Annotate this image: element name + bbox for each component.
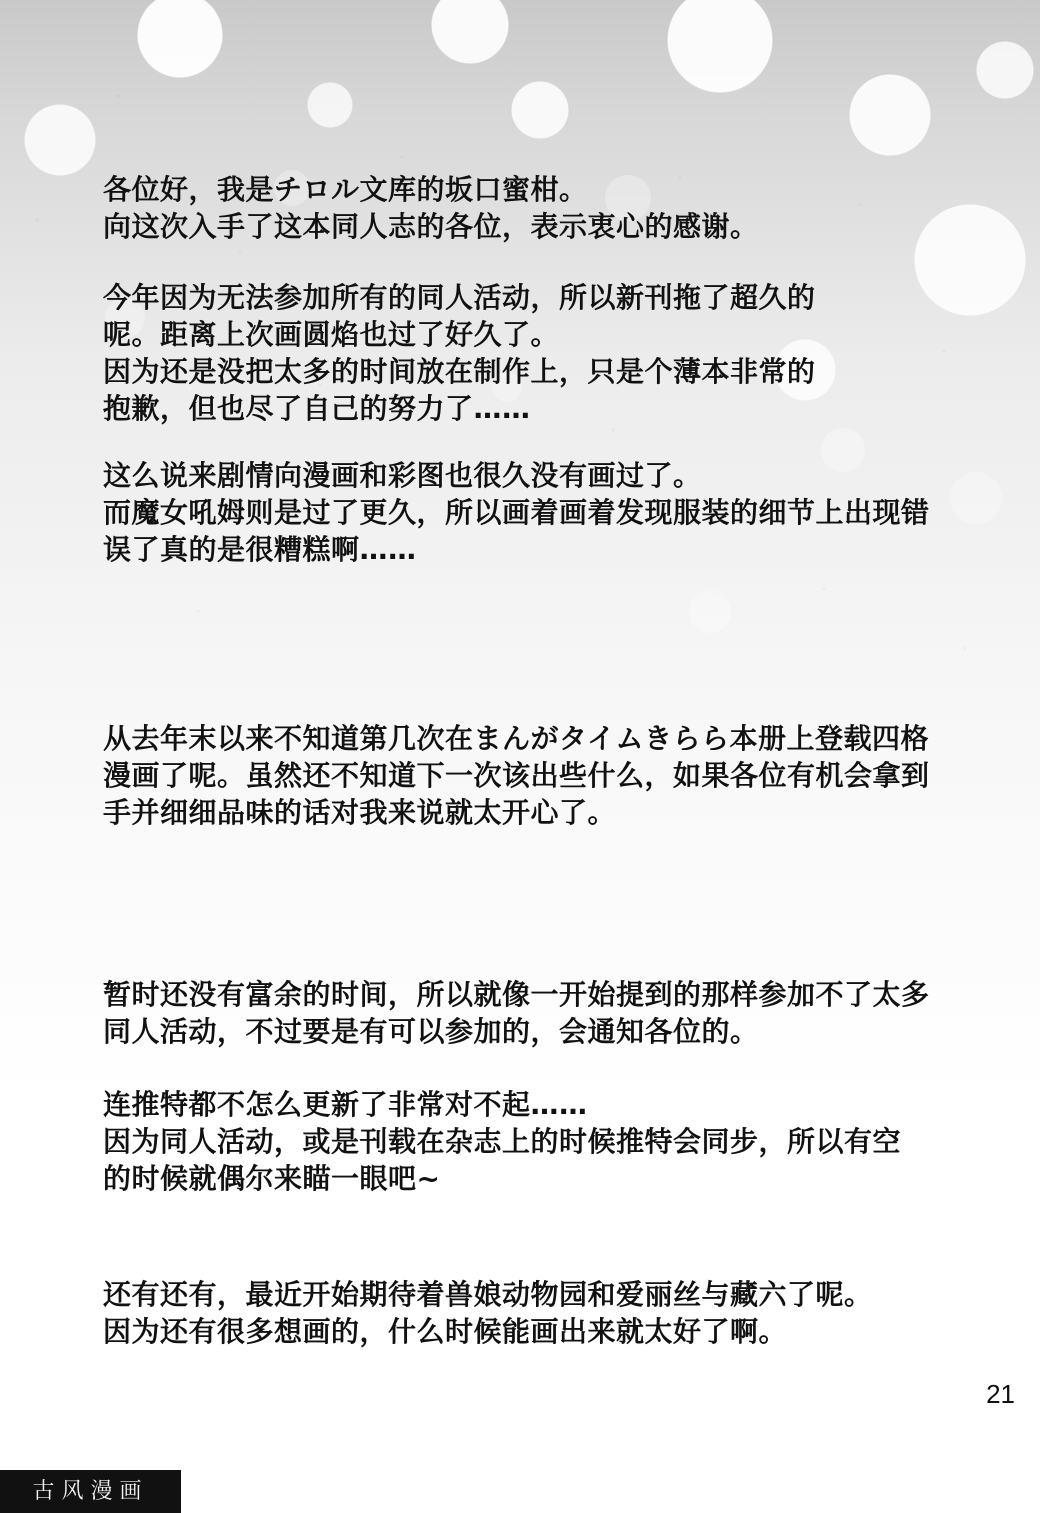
text-line: 因为还是没把太多的时间放在制作上，只是个薄本非常的 bbox=[103, 355, 816, 388]
text-line: 同人活动，不过要是有可以参加的，会通知各位的。 bbox=[103, 1015, 759, 1048]
text-line: 因为同人活动，或是刊载在杂志上的时候推特会同步，所以有空 bbox=[103, 1125, 902, 1158]
page-number: 21 bbox=[986, 1379, 1015, 1409]
paragraph-manga-and-illustration bbox=[103, 457, 930, 568]
text-line: 而魔女吼姆则是过了更久，所以画着画着发现服装的细节上出现错 bbox=[103, 496, 930, 529]
paragraph-greeting bbox=[103, 171, 759, 245]
watermark-label: 古风漫画 bbox=[0, 1470, 181, 1513]
text-line: 向这次入手了这本同人志的各位，表示衷心的感谢。 bbox=[103, 210, 759, 243]
text-line: 还有还有，最近开始期待着兽娘动物园和爱丽丝与藏六了呢。 bbox=[103, 1278, 873, 1311]
text-line: 因为还有很多想画的，什么时候能画出来就太好了啊。 bbox=[103, 1315, 788, 1348]
text-line: 今年因为无法参加所有的同人活动，所以新刊拖了超久的 bbox=[103, 281, 816, 314]
text-line: 这么说来剧情向漫画和彩图也很久没有画过了。 bbox=[103, 459, 702, 492]
paragraph-looking-forward bbox=[103, 1276, 873, 1350]
text-line: 误了真的是很糟糕啊…… bbox=[103, 533, 417, 566]
text-line: 手并细细品味的话对我来说就太开心了。 bbox=[103, 796, 617, 829]
text-line: 各位好，我是チロル文库的坂口蜜柑。 bbox=[103, 173, 588, 206]
text-line: 抱歉，但也尽了自己的努力了…… bbox=[103, 392, 531, 425]
text-line: 连推特都不怎么更新了非常对不起…… bbox=[103, 1088, 588, 1121]
text-line: 漫画了呢。虽然还不知道下一次该出些什么，如果各位有机会拿到 bbox=[103, 759, 930, 792]
text-line: 从去年末以来不知道第几次在まんがタイムきらら本册上登载四格 bbox=[103, 722, 929, 755]
paragraph-twitter-updates bbox=[103, 1086, 901, 1197]
text-line: 的时候就偶尔来瞄一眼吧~ bbox=[103, 1162, 441, 1195]
text-line: 暂时还没有富余的时间，所以就像一开始提到的那样参加不了太多 bbox=[103, 978, 930, 1011]
paragraph-four-panel-manga bbox=[103, 720, 930, 831]
paragraph-new-book-delay bbox=[103, 279, 816, 427]
text-line: 呢。距离上次画圆焰也过了好久了。 bbox=[103, 318, 560, 351]
paragraph-event-participation bbox=[103, 976, 930, 1050]
